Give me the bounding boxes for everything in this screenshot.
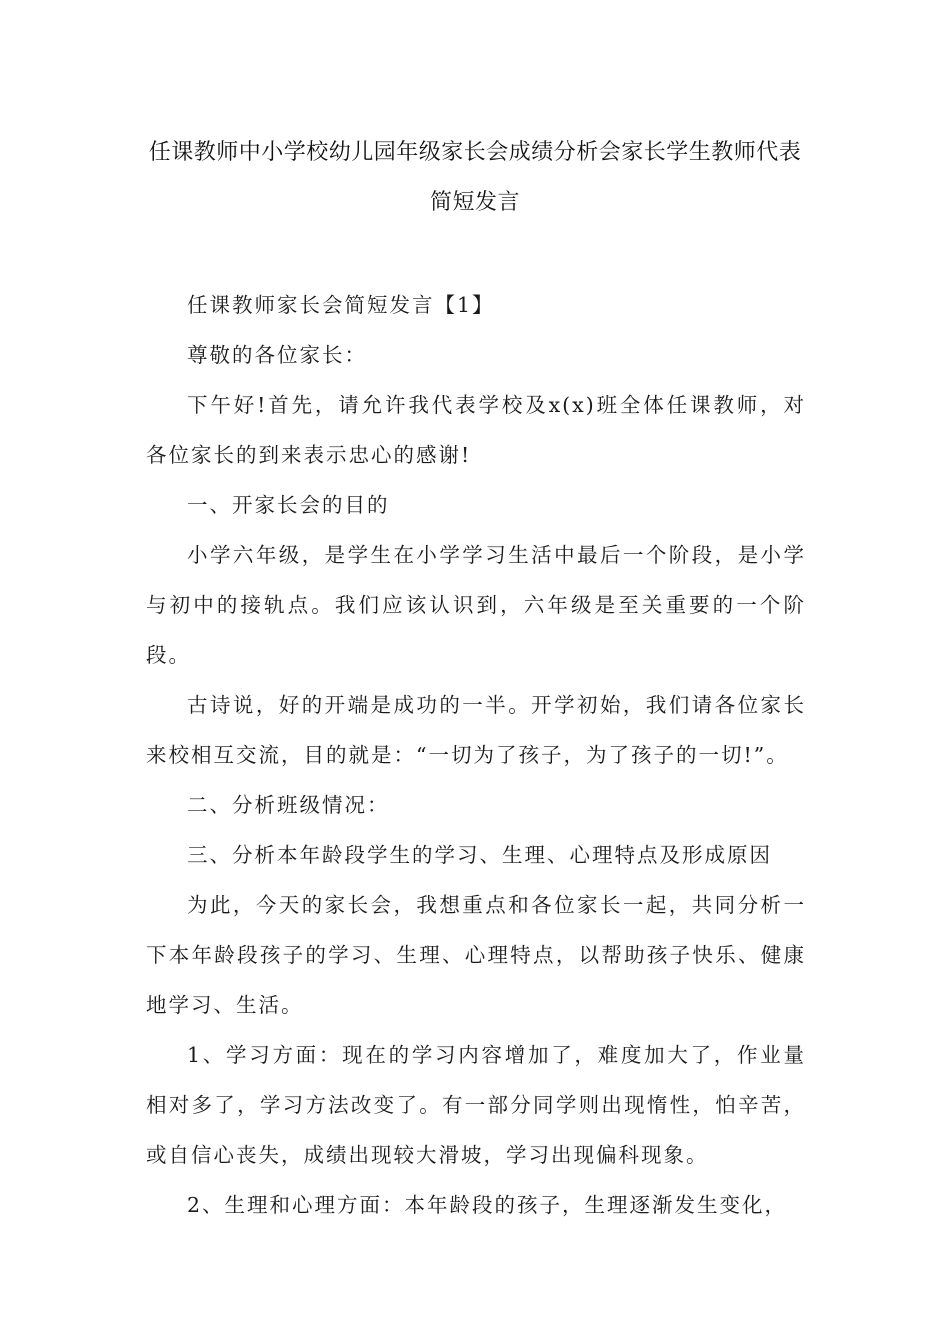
paragraph: 1、学习方面：现在的学习内容增加了，难度加大了，作业量相对多了，学习方法改变了。有一部分同学则出现惰性，怕辛苦，或自信心丧失，成绩出现较大滑坡，学习出现偏科现象。 xyxy=(146,1043,806,1167)
section-heading: 任课教师家长会简短发言【1】 xyxy=(187,293,495,317)
section-heading: 二、分析班级情况： xyxy=(187,793,390,817)
paragraph: 下午好!首先，请允许我代表学校及x(x)班全体任课教师，对各位家长的到来表示忠心的感谢! xyxy=(146,393,806,467)
salutation: 尊敬的各位家长： xyxy=(187,343,367,367)
section-heading: 三、分析本年龄段学生的学习、生理、心理特点及形成原因 xyxy=(187,843,772,867)
paragraph: 小学六年级，是学生在小学学习生活中最后一个阶段，是小学与初中的接轨点。我们应该认识到，六年级是至关重要的一个阶段。 xyxy=(146,543,806,667)
document-body xyxy=(146,280,806,1230)
paragraph: 为此，今天的家长会，我想重点和各位家长一起，共同分析一下本年龄段孩子的学习、生理、心理特点，以帮助孩子快乐、健康地学习、生活。 xyxy=(146,893,806,1017)
section-heading: 一、开家长会的目的 xyxy=(187,493,390,517)
document-title xyxy=(100,128,850,228)
paragraph: 2、生理和心理方面：本年龄段的孩子，生理逐渐发生变化， xyxy=(187,1193,788,1217)
title-line-1: 任课教师中小学校幼儿园年级家长会成绩分析会家长学生教师代表 xyxy=(148,140,802,165)
paragraph: 古诗说，好的开端是成功的一半。开学初始，我们请各位家长来校相互交流，目的就是：“一切为了孩子，为了孩子的一切!”。 xyxy=(146,693,806,767)
title-line-2: 简短发言 xyxy=(429,190,520,215)
